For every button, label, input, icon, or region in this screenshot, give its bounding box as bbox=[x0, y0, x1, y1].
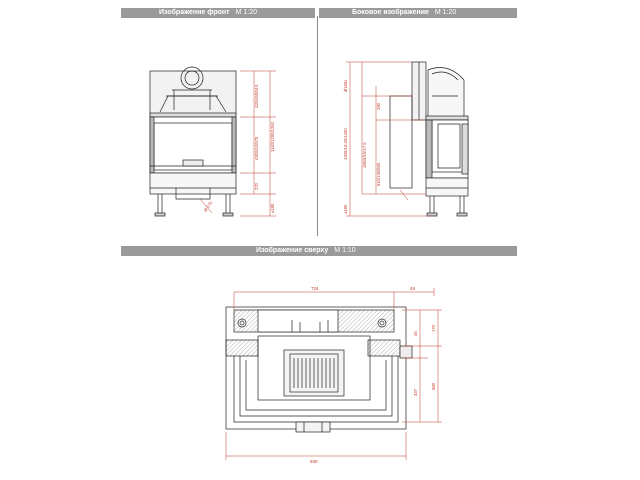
front-dim-total: 1140/1200/1260 bbox=[270, 122, 275, 152]
side-view-drawing bbox=[390, 62, 468, 216]
front-dim-lower: 270 bbox=[254, 183, 259, 190]
side-dim-lower: 610/130/500 bbox=[376, 162, 381, 186]
side-view-title: Боковое изображение bbox=[352, 9, 429, 16]
top-view-title: Изображение сверху bbox=[256, 247, 329, 254]
side-dim-flue: Ø160x bbox=[343, 79, 348, 92]
side-dim-middle: 185/5/15/17.5 bbox=[362, 142, 367, 168]
side-dim-total: 1200/13-40/1400 bbox=[343, 128, 348, 160]
front-dim-base: ±180 bbox=[270, 203, 275, 213]
side-view-scale: M 1:20 bbox=[434, 9, 457, 16]
front-view-title: Изображение фронт bbox=[159, 9, 230, 16]
top-dim-337: 337 bbox=[413, 389, 418, 396]
side-dim-190: 190 bbox=[376, 103, 381, 110]
top-dim-45: 45 bbox=[413, 331, 418, 336]
top-dim-inner-width: 734 bbox=[311, 286, 319, 291]
top-dim-170: 170 bbox=[431, 325, 436, 332]
top-dim-right-offset: 48 bbox=[410, 286, 416, 291]
front-dim-pipe: Ø 175 bbox=[202, 200, 214, 213]
top-dim-580: 580 bbox=[431, 383, 436, 390]
front-view-drawing bbox=[150, 67, 236, 216]
front-dim-middle: 430/510/570 bbox=[254, 136, 259, 160]
front-view-scale: M 1:20 bbox=[235, 9, 257, 16]
top-dim-total-width: 830 bbox=[310, 459, 318, 464]
front-dim-upper: 420/460/510 bbox=[254, 84, 259, 108]
top-view-drawing bbox=[226, 307, 412, 432]
top-view-scale: M 1:10 bbox=[334, 247, 356, 254]
side-dim-base: ±180 bbox=[343, 204, 348, 214]
